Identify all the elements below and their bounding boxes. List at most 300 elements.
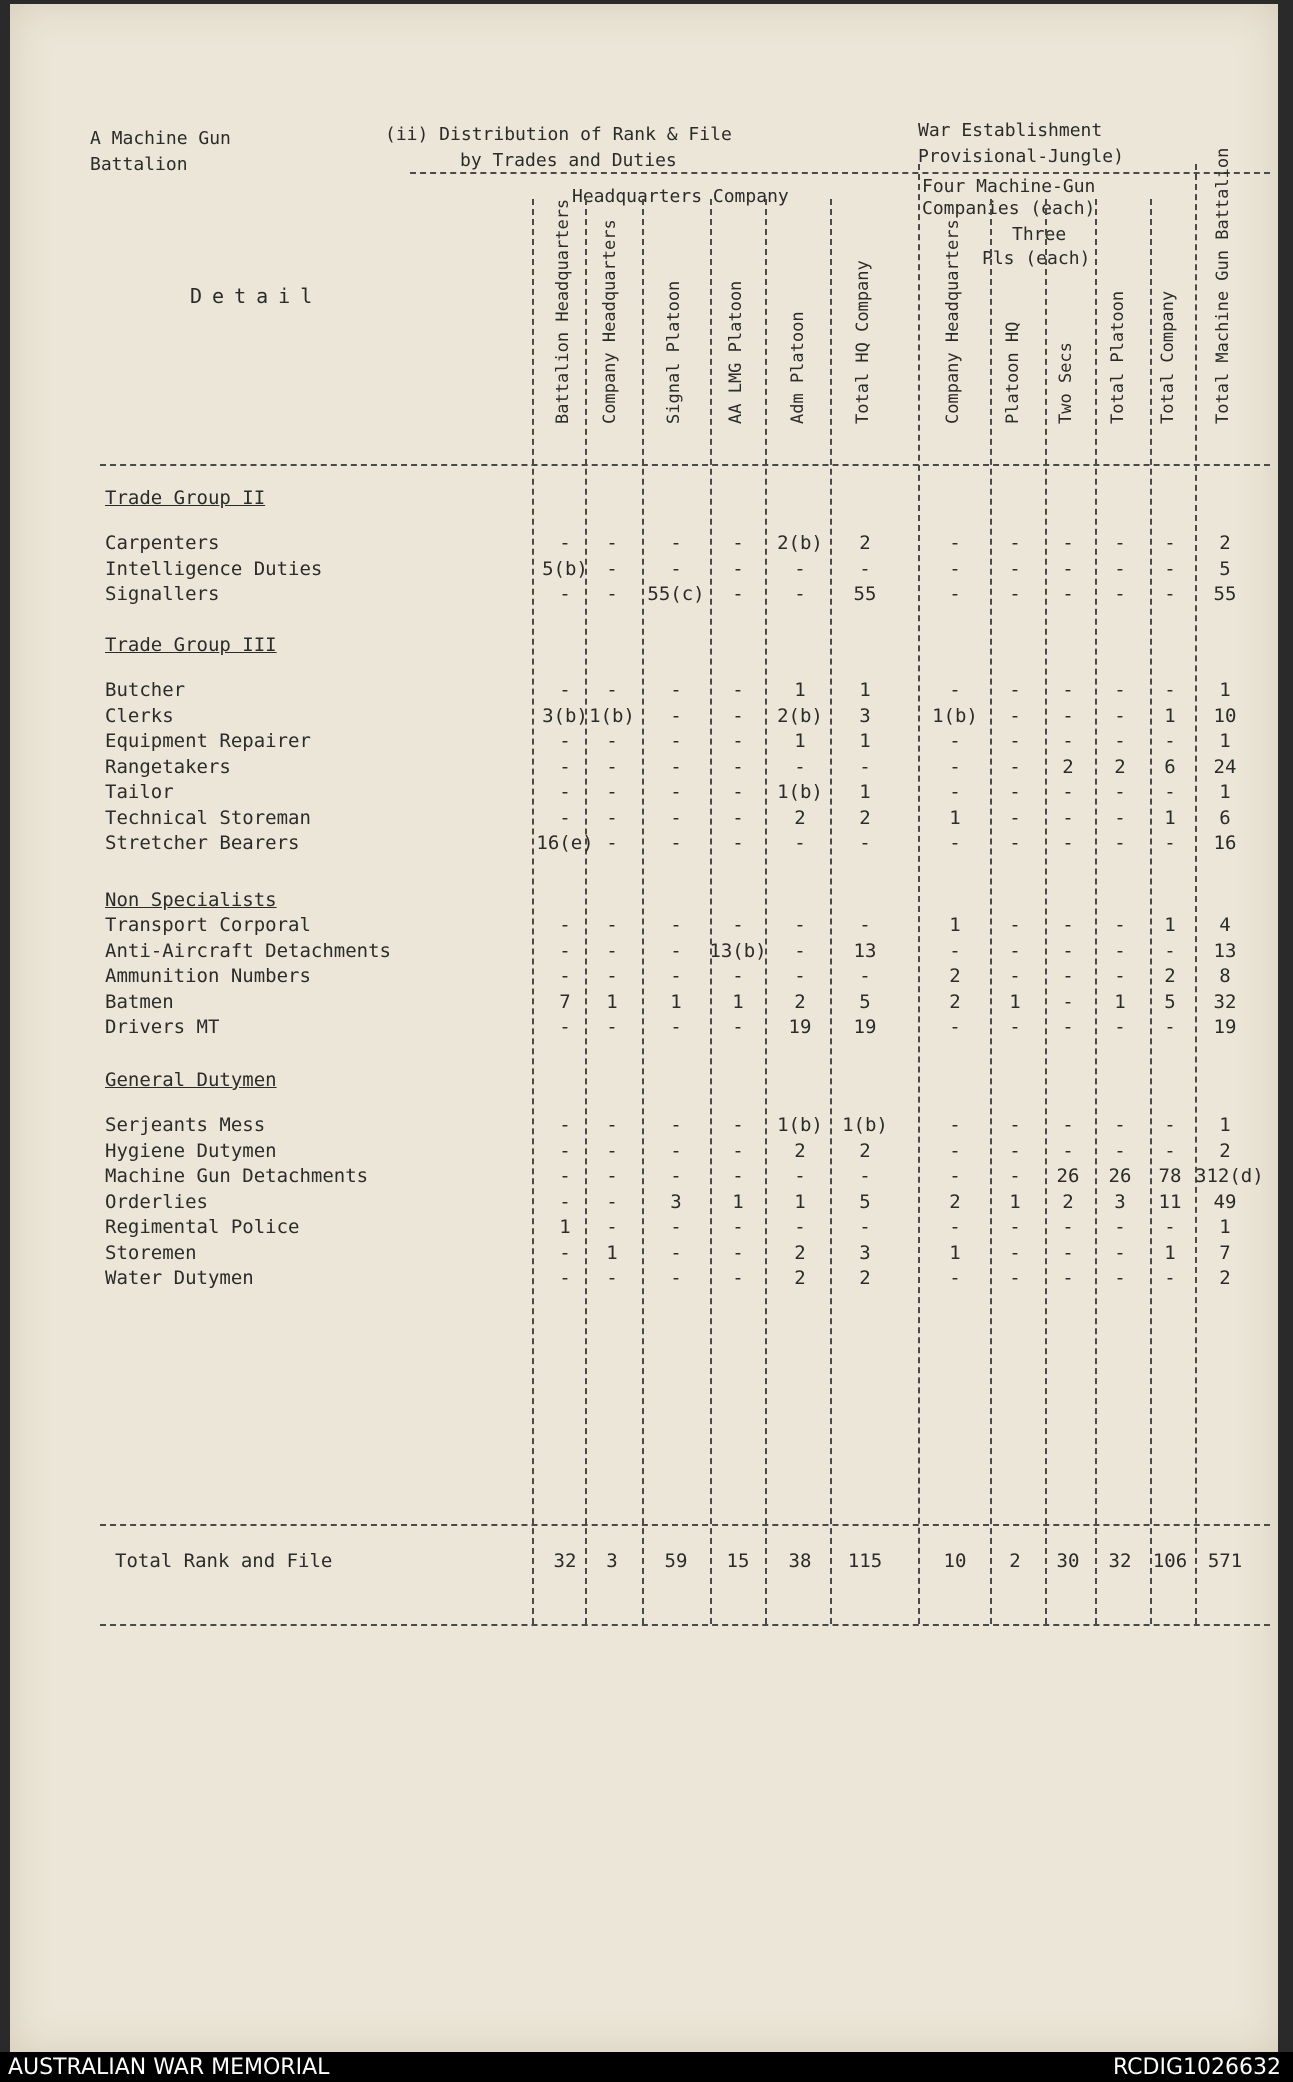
doc-title-line1: (ii) Distribution of Rank & File <box>385 124 732 145</box>
table-cell: 1(b) <box>842 1114 888 1136</box>
table-cell: - <box>1114 1139 1126 1162</box>
table-cell: 2 <box>859 1267 871 1289</box>
table-cell: - <box>606 1267 618 1289</box>
table-cell: - <box>949 1114 961 1136</box>
total-cell: 10 <box>943 1550 967 1572</box>
table-cell: - <box>949 1216 961 1238</box>
table-cell: 8 <box>1219 965 1231 987</box>
table-cell: 1(b) <box>589 704 635 727</box>
column-header: Total HQ Company <box>853 260 873 424</box>
row-label: Storemen <box>105 1241 197 1264</box>
table-cell: 49 <box>1213 1190 1237 1213</box>
table-cell: - <box>1009 1139 1021 1162</box>
column-header: Total Platoon <box>1108 290 1128 424</box>
table-cell: - <box>1164 583 1176 605</box>
table-cell: - <box>1062 1267 1074 1289</box>
table-cell: 1 <box>1219 730 1231 752</box>
table-cell: 1 <box>949 914 961 936</box>
column-separator <box>1150 199 1152 1624</box>
table-cell: - <box>949 557 961 580</box>
table-cell: - <box>1164 730 1176 752</box>
doc-title-line2: by Trades and Duties <box>460 150 677 171</box>
table-cell: - <box>794 832 806 854</box>
table-cell: - <box>1114 965 1126 987</box>
table-cell: - <box>1009 730 1021 752</box>
row-label: Batmen <box>105 990 174 1013</box>
table-cell: 2(b) <box>777 704 823 727</box>
table-cell: - <box>732 1016 744 1038</box>
table-cell: - <box>859 1216 871 1238</box>
table-cell: 16(e) <box>536 832 594 854</box>
table-cell: - <box>559 1139 571 1162</box>
row-label: Equipment Repairer <box>105 730 311 752</box>
table-cell: 1 <box>606 990 618 1013</box>
column-separator <box>1195 164 1197 1624</box>
table-cell: 1 <box>1009 990 1021 1013</box>
table-cell: - <box>606 781 618 803</box>
table-cell: - <box>732 583 744 605</box>
column-header: Platoon HQ <box>1003 321 1023 424</box>
table-cell: - <box>1009 806 1021 829</box>
table-cell: 2 <box>1062 1190 1074 1213</box>
war-establishment-line2: Provisional-Jungle) <box>918 146 1124 167</box>
table-cell: - <box>1062 914 1074 936</box>
table-cell: - <box>1164 781 1176 803</box>
table-cell: - <box>1114 583 1126 605</box>
row-label: Carpenters <box>105 532 220 554</box>
table-cell: 11 <box>1158 1190 1182 1213</box>
table-cell: - <box>1009 965 1021 987</box>
table-cell: - <box>794 1216 806 1238</box>
table-cell: - <box>1009 1114 1021 1136</box>
table-cell: 2 <box>794 1139 806 1162</box>
row-label: Serjeants Mess <box>105 1114 266 1136</box>
table-cell: - <box>670 1241 682 1264</box>
table-cell: - <box>732 806 744 829</box>
table-cell: 1 <box>606 1241 618 1264</box>
table-cell: - <box>1062 532 1074 554</box>
table-cell: - <box>732 1139 744 1162</box>
total-cell: 59 <box>664 1550 688 1572</box>
table-cell: - <box>859 965 871 987</box>
table-cell: 1 <box>670 990 682 1013</box>
row-label: Technical Storeman <box>105 806 311 829</box>
section-title: Trade Group II <box>105 487 266 509</box>
table-cell: - <box>1009 939 1021 962</box>
table-cell: 3 <box>1114 1190 1126 1213</box>
table-cell: 1 <box>1219 781 1231 803</box>
table-cell: 19 <box>788 1016 812 1038</box>
table-cell: 1 <box>732 1190 744 1213</box>
table-cell: - <box>1114 806 1126 829</box>
table-cell: - <box>1114 730 1126 752</box>
table-cell: - <box>1062 679 1074 701</box>
table-cell: - <box>1114 1216 1126 1238</box>
footer-record-id: RCDIG1026632 <box>1112 2055 1281 2080</box>
table-cell: - <box>1114 1267 1126 1289</box>
table-cell: - <box>1062 1114 1074 1136</box>
total-cell: 2 <box>1009 1550 1021 1572</box>
row-label: Regimental Police <box>105 1216 300 1238</box>
column-separator <box>1095 199 1097 1624</box>
table-cell: 4 <box>1219 914 1231 936</box>
row-label: Tailor <box>105 781 174 803</box>
table-cell: - <box>606 1165 618 1187</box>
table-cell: - <box>670 1216 682 1238</box>
table-cell: - <box>859 914 871 936</box>
table-cell: - <box>732 1114 744 1136</box>
table-cell: - <box>559 1241 571 1264</box>
column-header: AA LMG Platoon <box>726 280 746 424</box>
table-cell: - <box>732 1165 744 1187</box>
column-header: Signal Platoon <box>664 280 684 424</box>
total-cell: 106 <box>1152 1550 1188 1572</box>
table-cell: - <box>732 965 744 987</box>
three-pls-line1: Three <box>1012 224 1067 245</box>
table-cell: - <box>606 965 618 987</box>
table-cell: 3 <box>859 1241 871 1264</box>
table-cell: - <box>559 939 571 962</box>
table-cell: - <box>670 832 682 854</box>
table-cell: 2 <box>949 990 961 1013</box>
total-cell: 30 <box>1056 1550 1080 1572</box>
table-cell: - <box>1164 1267 1176 1289</box>
table-cell: - <box>732 832 744 854</box>
table-cell: - <box>1009 583 1021 605</box>
table-cell: 2 <box>794 990 806 1013</box>
table-cell: 19 <box>1213 1016 1237 1038</box>
table-cell: 1 <box>949 806 961 829</box>
total-cell: 3 <box>606 1550 618 1572</box>
table-cell: - <box>606 730 618 752</box>
table-cell: - <box>1062 1216 1074 1238</box>
mg-companies-line1: Four Machine-Gun <box>922 176 1096 197</box>
table-cell: - <box>1062 1139 1074 1162</box>
table-cell: - <box>670 781 682 803</box>
row-label: Drivers MT <box>105 1016 220 1038</box>
table-cell: 3(b) <box>542 704 588 727</box>
total-rule-bottom <box>100 1624 1270 1626</box>
table-cell: - <box>559 965 571 987</box>
table-cell: - <box>794 1165 806 1187</box>
row-label: Signallers <box>105 583 220 605</box>
table-cell: - <box>606 755 618 778</box>
table-cell: - <box>559 679 571 701</box>
table-cell: 1 <box>1219 1216 1231 1238</box>
table-cell: - <box>1009 532 1021 554</box>
table-cell: - <box>1164 532 1176 554</box>
table-cell: 1 <box>859 679 871 701</box>
table-cell: 32 <box>1213 990 1237 1013</box>
column-separator <box>585 199 587 1624</box>
table-cell: - <box>732 755 744 778</box>
total-cell: 32 <box>553 1550 577 1572</box>
column-separator <box>830 199 832 1624</box>
table-cell: - <box>732 730 744 752</box>
column-header: Company Headquarters <box>943 219 963 424</box>
table-cell: - <box>606 1190 618 1213</box>
row-label: Machine Gun Detachments <box>105 1165 369 1187</box>
table-cell: - <box>670 1139 682 1162</box>
table-cell: 6 <box>1164 755 1176 778</box>
column-separator <box>765 199 767 1624</box>
table-cell: 5 <box>859 1190 871 1213</box>
total-cell: 38 <box>788 1550 812 1572</box>
column-separator <box>642 199 644 1624</box>
header-rule-top <box>410 172 1270 174</box>
row-label: Hygiene Dutymen <box>105 1139 277 1162</box>
table-cell: 1(b) <box>777 1114 823 1136</box>
total-cell: 571 <box>1207 1550 1243 1572</box>
table-cell: - <box>1114 781 1126 803</box>
table-cell: - <box>670 1114 682 1136</box>
table-cell: - <box>1114 1241 1126 1264</box>
table-cell: - <box>559 755 571 778</box>
table-cell: - <box>1062 965 1074 987</box>
table-cell: 1 <box>794 730 806 752</box>
table-cell: - <box>1114 914 1126 936</box>
table-cell: - <box>606 914 618 936</box>
table-cell: 2 <box>1164 965 1176 987</box>
table-cell: 55 <box>853 583 877 605</box>
table-cell: - <box>670 1016 682 1038</box>
mg-companies-line2: Companies (each) <box>922 198 1096 219</box>
table-cell: 1 <box>732 990 744 1013</box>
column-separator <box>1045 199 1047 1624</box>
table-cell: - <box>670 965 682 987</box>
table-cell: - <box>949 583 961 605</box>
table-cell: - <box>949 1139 961 1162</box>
table-cell: - <box>1009 755 1021 778</box>
table-cell: - <box>559 806 571 829</box>
table-cell: - <box>859 557 871 580</box>
table-cell: 1(b) <box>777 781 823 803</box>
table-cell: - <box>606 1139 618 1162</box>
table-cell: - <box>794 583 806 605</box>
table-cell: - <box>794 939 806 962</box>
table-cell: - <box>606 583 618 605</box>
table-cell: - <box>606 832 618 854</box>
row-label: Butcher <box>105 679 186 701</box>
table-cell: 1 <box>1164 806 1176 829</box>
table-cell: 55(c) <box>647 583 705 605</box>
table-cell: 1 <box>949 1241 961 1264</box>
table-cell: 3 <box>859 704 871 727</box>
table-cell: - <box>1164 1114 1176 1136</box>
table-cell: 1 <box>1164 704 1176 727</box>
table-cell: 26 <box>1108 1165 1132 1187</box>
table-cell: - <box>1164 557 1176 580</box>
table-cell: - <box>1009 704 1021 727</box>
total-rank-and-file-label: Total Rank and File <box>115 1550 333 1572</box>
section-title: Trade Group III <box>105 634 277 656</box>
table-cell: - <box>559 583 571 605</box>
table-cell: - <box>1009 1016 1021 1038</box>
column-separator <box>532 199 534 1624</box>
table-cell: - <box>559 781 571 803</box>
column-header: Total Machine Gun Battalion <box>1213 147 1233 424</box>
table-cell: - <box>949 939 961 962</box>
table-cell: 1 <box>859 730 871 752</box>
table-cell: - <box>606 679 618 701</box>
table-cell: 1 <box>1164 914 1176 936</box>
table-cell: - <box>606 806 618 829</box>
table-cell: - <box>606 532 618 554</box>
table-cell: 2 <box>1219 1267 1231 1289</box>
column-header: Two Secs <box>1056 342 1076 424</box>
table-cell: 1 <box>1009 1190 1021 1213</box>
table-cell: - <box>670 806 682 829</box>
column-separator <box>918 164 920 1624</box>
table-cell: - <box>1062 781 1074 803</box>
table-cell: 78 <box>1158 1165 1182 1187</box>
table-cell: 5 <box>859 990 871 1013</box>
table-cell: - <box>1009 1165 1021 1187</box>
table-cell: - <box>606 1216 618 1238</box>
table-cell: - <box>1062 806 1074 829</box>
table-cell: - <box>794 914 806 936</box>
column-separator <box>710 199 712 1624</box>
table-cell: - <box>1114 557 1126 580</box>
document-page <box>10 4 1278 2052</box>
table-cell: 2 <box>949 965 961 987</box>
table-cell: - <box>1164 1216 1176 1238</box>
table-cell: 10 <box>1213 704 1237 727</box>
table-cell: 26 <box>1056 1165 1080 1187</box>
table-cell: - <box>670 704 682 727</box>
table-cell: - <box>1114 704 1126 727</box>
table-cell: - <box>670 1267 682 1289</box>
total-cell: 32 <box>1108 1550 1132 1572</box>
total-cell: 115 <box>847 1550 883 1572</box>
table-cell: 2 <box>859 1139 871 1162</box>
table-cell: - <box>559 532 571 554</box>
table-cell: - <box>1062 557 1074 580</box>
table-cell: - <box>1009 557 1021 580</box>
table-cell: - <box>859 755 871 778</box>
table-cell: - <box>949 532 961 554</box>
table-cell: 2 <box>1219 1139 1231 1162</box>
table-cell: 2 <box>1114 755 1126 778</box>
table-cell: - <box>1114 1016 1126 1038</box>
detail-column-header: Detail <box>190 284 323 308</box>
table-cell: - <box>559 914 571 936</box>
row-label: Stretcher Bearers <box>105 832 300 854</box>
table-cell: 5(b) <box>542 557 588 580</box>
table-cell: - <box>1114 1114 1126 1136</box>
table-cell: 1 <box>1164 1241 1176 1264</box>
column-separator <box>990 199 992 1624</box>
table-cell: - <box>1164 679 1176 701</box>
table-cell: - <box>732 1267 744 1289</box>
table-cell: 1 <box>1114 990 1126 1013</box>
table-cell: 2 <box>1219 532 1231 554</box>
table-cell: - <box>732 532 744 554</box>
unit-title-line2: Battalion <box>90 154 188 175</box>
row-label: Water Dutymen <box>105 1267 254 1289</box>
table-cell: - <box>1114 532 1126 554</box>
table-cell: 2 <box>859 532 871 554</box>
section-title: General Dutymen <box>105 1069 277 1091</box>
table-cell: - <box>949 781 961 803</box>
table-cell: 2 <box>794 1267 806 1289</box>
table-cell: 7 <box>559 990 571 1013</box>
table-cell: - <box>1062 1241 1074 1264</box>
table-cell: - <box>559 1016 571 1038</box>
table-cell: 1 <box>559 1216 571 1238</box>
table-cell: - <box>1164 939 1176 962</box>
row-label: Clerks <box>105 704 174 727</box>
table-cell: 7 <box>1219 1241 1231 1264</box>
table-cell: - <box>670 914 682 936</box>
table-cell: 3 <box>670 1190 682 1213</box>
table-cell: - <box>1062 730 1074 752</box>
table-cell: 2 <box>794 1241 806 1264</box>
table-cell: - <box>949 730 961 752</box>
table-cell: - <box>949 755 961 778</box>
table-cell: 312(d) <box>1195 1165 1264 1187</box>
table-cell: - <box>794 557 806 580</box>
table-cell: - <box>559 1267 571 1289</box>
table-cell: - <box>949 1165 961 1187</box>
table-cell: - <box>732 914 744 936</box>
war-establishment-line1: War Establishment <box>918 120 1103 141</box>
table-cell: - <box>732 1216 744 1238</box>
table-cell: - <box>732 679 744 701</box>
table-cell: - <box>1009 679 1021 701</box>
table-cell: - <box>949 1016 961 1038</box>
table-cell: - <box>670 755 682 778</box>
table-cell: - <box>559 1114 571 1136</box>
table-cell: - <box>606 939 618 962</box>
archive-footer <box>0 2052 1293 2082</box>
table-cell: - <box>1009 914 1021 936</box>
table-cell: - <box>559 1165 571 1187</box>
column-header: Total Company <box>1158 290 1178 424</box>
table-cell: 2 <box>1062 755 1074 778</box>
table-cell: - <box>670 532 682 554</box>
row-label: Ammunition Numbers <box>105 965 311 987</box>
table-cell: - <box>859 1165 871 1187</box>
table-cell: - <box>794 755 806 778</box>
table-cell: - <box>606 1114 618 1136</box>
table-cell: - <box>1164 1016 1176 1038</box>
table-cell: 5 <box>1164 990 1176 1013</box>
table-cell: - <box>949 1267 961 1289</box>
table-cell: - <box>559 1190 571 1213</box>
table-cell: 1 <box>794 1190 806 1213</box>
table-cell: 16 <box>1213 832 1237 854</box>
table-cell: 2(b) <box>777 532 823 554</box>
column-header: Adm Platoon <box>788 311 808 424</box>
table-cell: 13 <box>1213 939 1237 962</box>
table-cell: - <box>1164 832 1176 854</box>
table-cell: 2 <box>859 806 871 829</box>
table-cell: 13 <box>853 939 877 962</box>
table-cell: - <box>732 557 744 580</box>
unit-title-line1: A Machine Gun <box>90 128 231 149</box>
table-cell: - <box>732 704 744 727</box>
table-cell: - <box>559 730 571 752</box>
footer-archive-name: AUSTRALIAN WAR MEMORIAL <box>8 2055 330 2080</box>
table-cell: 2 <box>949 1190 961 1213</box>
row-label: Intelligence Duties <box>105 557 323 580</box>
table-cell: 5 <box>1219 557 1231 580</box>
three-pls-line2: Pls (each) <box>982 248 1091 269</box>
table-cell: 2 <box>794 806 806 829</box>
table-cell: 1 <box>1219 679 1231 701</box>
table-cell: - <box>670 939 682 962</box>
